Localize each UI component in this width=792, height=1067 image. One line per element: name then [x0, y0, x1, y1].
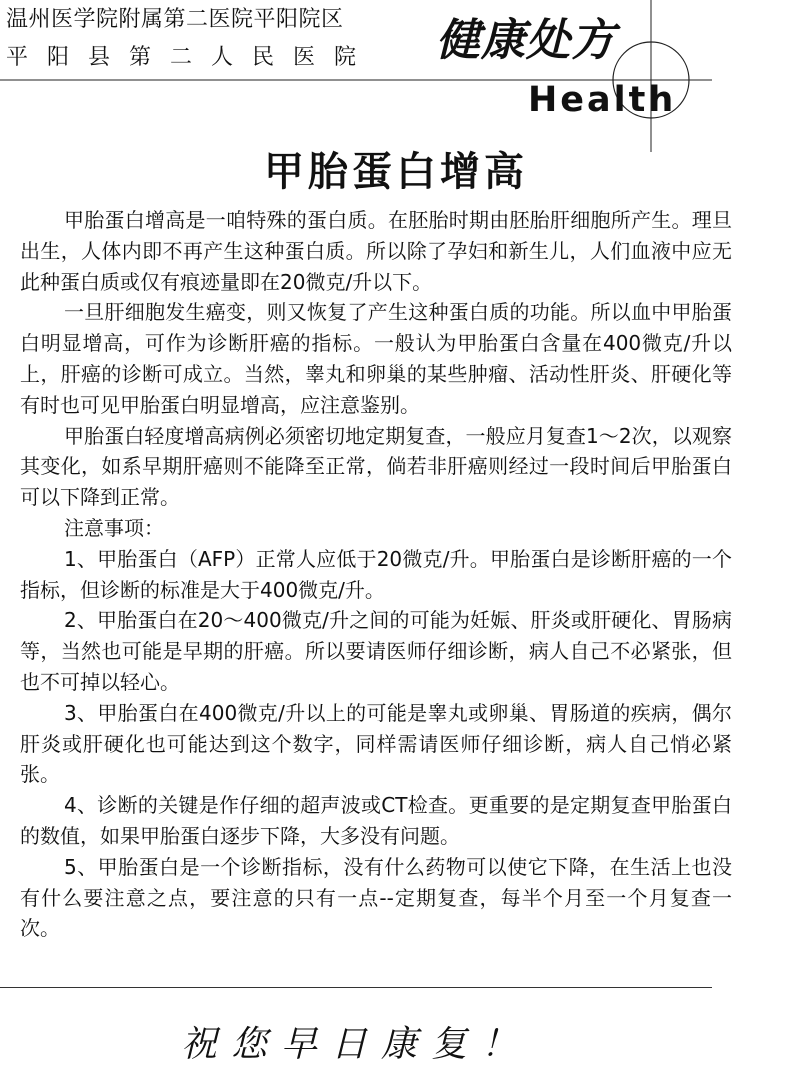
note-3: 3、甲胎蛋白在400微克/升以上的可能是睾丸或卵巢、胃肠道的疾病，偶尔肝炎或肝硬化也可能达到这个数字，同样需请医师仔细诊断，病人自己悄必紧张。: [20, 700, 732, 787]
paragraph-2: 一旦肝细胞发生癌变，则又恢复了产生这种蛋白质的功能。所以血中甲胎蛋白明显增高，可作为诊断肝癌的指标。一般认为甲胎蛋白含量在400微克/升以上，肝癌的诊断可成立。当然，睾丸和卵巢的某些肿瘤、活动性肝炎、肝硬化等有时也可见甲胎蛋白明显增高，应注意鉴别。: [20, 300, 732, 417]
closing-message: 祝您早日康复！: [180, 1024, 531, 1065]
note-2: 2、甲胎蛋白在20～400微克/升之间的可能为妊娠、肝炎或肝硬化、胃肠病等，当然也可能是早期的肝癌。所以要请医师仔细诊断，病人自己不必紧张，但也不可掉以轻心。: [20, 608, 732, 694]
brand-title: 健康处方: [436, 15, 616, 66]
note-1: 1、甲胎蛋白（AFP）正常人应低于20微克/升。甲胎蛋白是诊断肝癌的一个指标，但诊断的标准是大于400微克/升。: [20, 546, 732, 602]
article-body: [20, 205, 732, 944]
hospital-name-line1: 温州医学院附属第二医院平阳院区: [6, 7, 344, 32]
paragraph-1: 甲胎蛋白增高是一咱特殊的蛋白质。在胚胎时期由胚胎肝细胞所产生。理旦出生，人体内即不再产生这种蛋白质。所以除了孕妇和新生儿，人们血液中应无此种蛋白质或仅有痕迹量即在20微克/升以下。: [20, 208, 732, 294]
brand-english: Health: [528, 80, 677, 120]
footer-rule: [0, 987, 712, 988]
article-title: 甲胎蛋白增高: [264, 148, 528, 195]
hospital-name-line2: 平阳县第二人民医院: [6, 45, 376, 70]
paragraph-3: 甲胎蛋白轻度增高病例必须密切地定期复查，一般应月复查1～2次，以观察其变化，如系早期肝癌则不能降至正常，倘若非肝癌则经过一段时间后甲胎蛋白可以下降到正常。: [20, 423, 732, 510]
note-4: 4、诊断的关键是作仔细的超声波或CT检查。更重要的是定期复查甲胎蛋白的数值，如果甲胎蛋白逐步下降，大多没有问题。: [20, 793, 732, 848]
note-5: 5、甲胎蛋白是一个诊断指标，没有什么药物可以使它下降，在生活上也没有什么要注意之点，要注意的只有一点--定期复查，每半个月至一个月复查一次。: [20, 854, 732, 941]
notes-heading: 注意事项：: [64, 515, 164, 540]
